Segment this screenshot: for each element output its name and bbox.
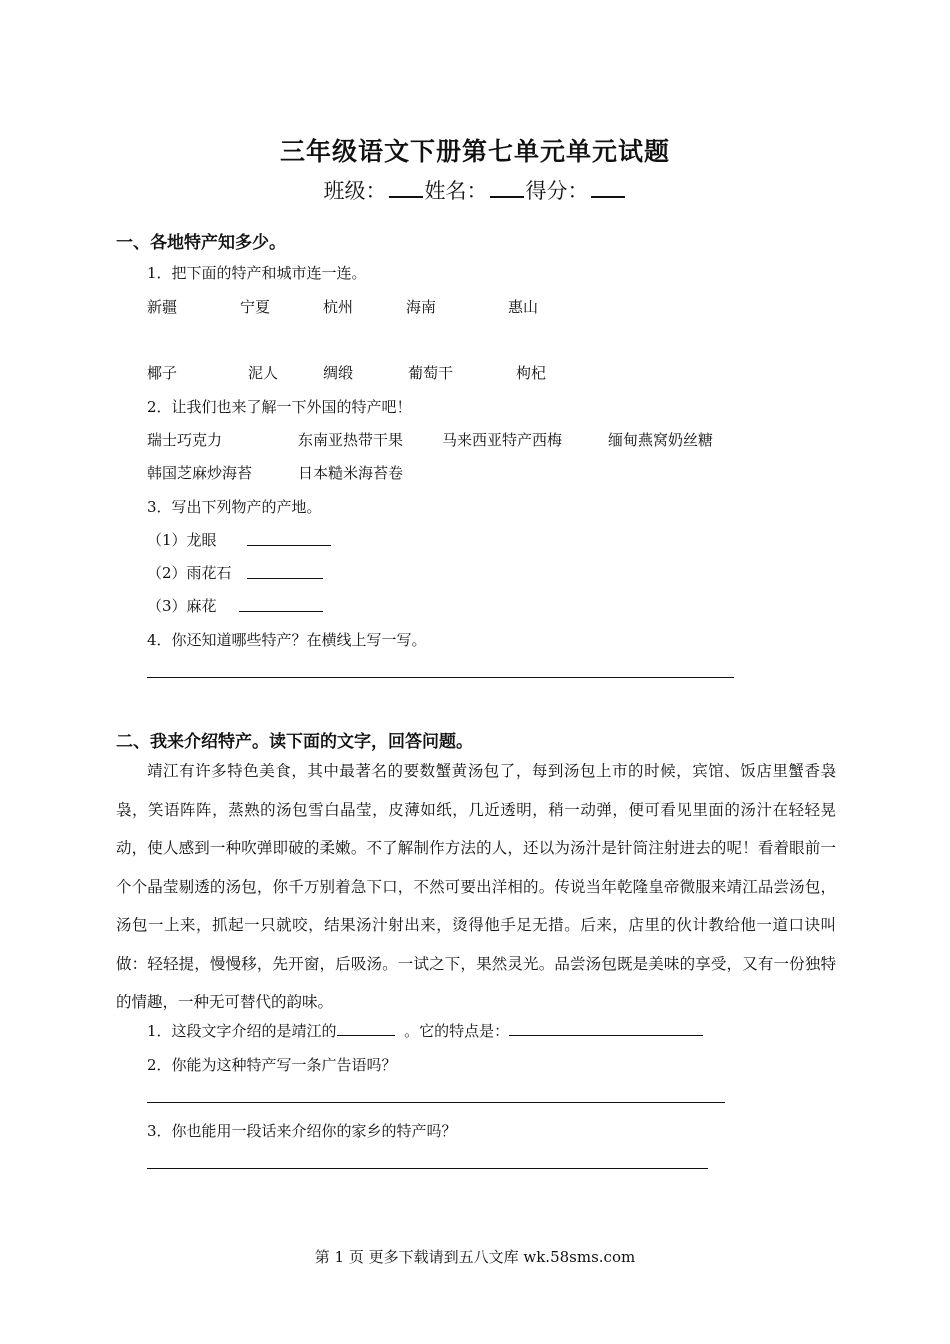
origin-answer-line[interactable] <box>247 578 323 579</box>
s2-q1-part1: 1．这段文字介绍的是靖江的 <box>147 1022 337 1040</box>
product-item[interactable]: 椰子 <box>147 364 178 382</box>
product-item[interactable]: 枸杞 <box>516 364 547 382</box>
s2-q1-part2: 。它的特点是： <box>404 1022 510 1040</box>
foreign-product: 缅甸燕窝奶丝糖 <box>608 431 714 449</box>
origin-answer-line[interactable] <box>247 545 331 546</box>
product-item[interactable]: 泥人 <box>248 364 279 382</box>
student-info-line <box>0 175 950 205</box>
page-footer: 第 1 页 更多下载请到五八文库 wk.58sms.com <box>314 1248 636 1266</box>
s1-q1-text: 1．把下面的特产和城市连一连。 <box>147 264 367 282</box>
product-item[interactable]: 绸缎 <box>323 364 354 382</box>
section2-heading: 二、我来介绍特产。读下面的文字，回答问题。 <box>116 732 473 752</box>
product-item[interactable]: 葡萄干 <box>408 364 454 382</box>
s1-q4-text: 4．你还知道哪些特产？在横线上写一写。 <box>147 631 427 649</box>
foreign-product: 东南亚热带干果 <box>298 431 404 449</box>
city-item[interactable]: 惠山 <box>508 298 539 316</box>
city-item[interactable]: 宁夏 <box>240 298 271 316</box>
s2-q1-text <box>147 1020 703 1041</box>
section1-heading: 一、各地特产知多少。 <box>116 233 286 253</box>
city-item[interactable]: 新疆 <box>147 298 178 316</box>
s1-q2-text: 2．让我们也来了解一下外国的特产吧！ <box>147 398 412 416</box>
s1-q4-answer-line[interactable] <box>147 677 734 678</box>
s2-q3-answer-line[interactable] <box>147 1168 708 1169</box>
s2-q3-text: 3．你也能用一段话来介绍你的家乡的特产吗？ <box>147 1122 457 1140</box>
page-title: 三年级语文下册第七单元单元试题 <box>279 137 670 166</box>
foreign-product: 瑞士巧克力 <box>147 431 223 449</box>
origin-item-label: （3）麻花 <box>147 597 217 615</box>
score-label: 得分： <box>525 179 589 203</box>
origin-answer-line[interactable] <box>239 611 323 612</box>
s2-q1-blank-feature[interactable] <box>509 1021 703 1036</box>
class-blank[interactable] <box>389 178 423 198</box>
s2-q1-blank-specialty[interactable] <box>337 1021 395 1036</box>
s2-q2-text: 2．你能为这种特产写一条广告语吗？ <box>147 1056 397 1074</box>
city-item[interactable]: 海南 <box>406 298 437 316</box>
class-label: 班级： <box>323 179 387 203</box>
foreign-product: 马来西亚特产西梅 <box>442 431 563 449</box>
s1-q3-text: 3．写出下列物产的产地。 <box>147 498 322 516</box>
foreign-product: 日本糙米海苔卷 <box>298 464 404 482</box>
origin-item-label: （2）雨花石 <box>147 564 232 582</box>
origin-item-label: （1）龙眼 <box>147 531 217 549</box>
score-blank[interactable] <box>591 178 625 198</box>
foreign-product: 韩国芝麻炒海苔 <box>147 464 253 482</box>
name-label: 姓名： <box>424 179 488 203</box>
city-item[interactable]: 杭州 <box>323 298 354 316</box>
s2-q2-answer-line[interactable] <box>147 1102 725 1103</box>
reading-passage: 靖江有许多特色美食，其中最著名的要数蟹黄汤包了，每到汤包上市的时候，宾馆、饭店里蟹香袅袅，笑语阵阵，蒸熟的汤包雪白晶莹，皮薄如纸，几近透明，稍一动弹，便可看见里面的汤汁在轻轻晃动，使人感到一种吹弹即破的柔嫩。不了解制作方法的人，还以为汤汁是针筒注射进去的呢！看着眼前一个个晶莹剔透的汤包，你千万别着急下口，不然可要出洋相的。传说当年乾隆皇帝微服来靖江品尝汤包，汤包一上来，抓起一只就咬，结果汤汁射出来，烫得他手足无措。后来，店里的伙计教给他一道口诀叫做：轻轻提，慢慢移，先开窗，后吸汤。一试之下，果然灵光。品尝汤包既是美味的享受，又有一份独特的情趣，一种无可替代的韵味。 <box>116 762 836 1011</box>
name-blank[interactable] <box>490 178 524 198</box>
